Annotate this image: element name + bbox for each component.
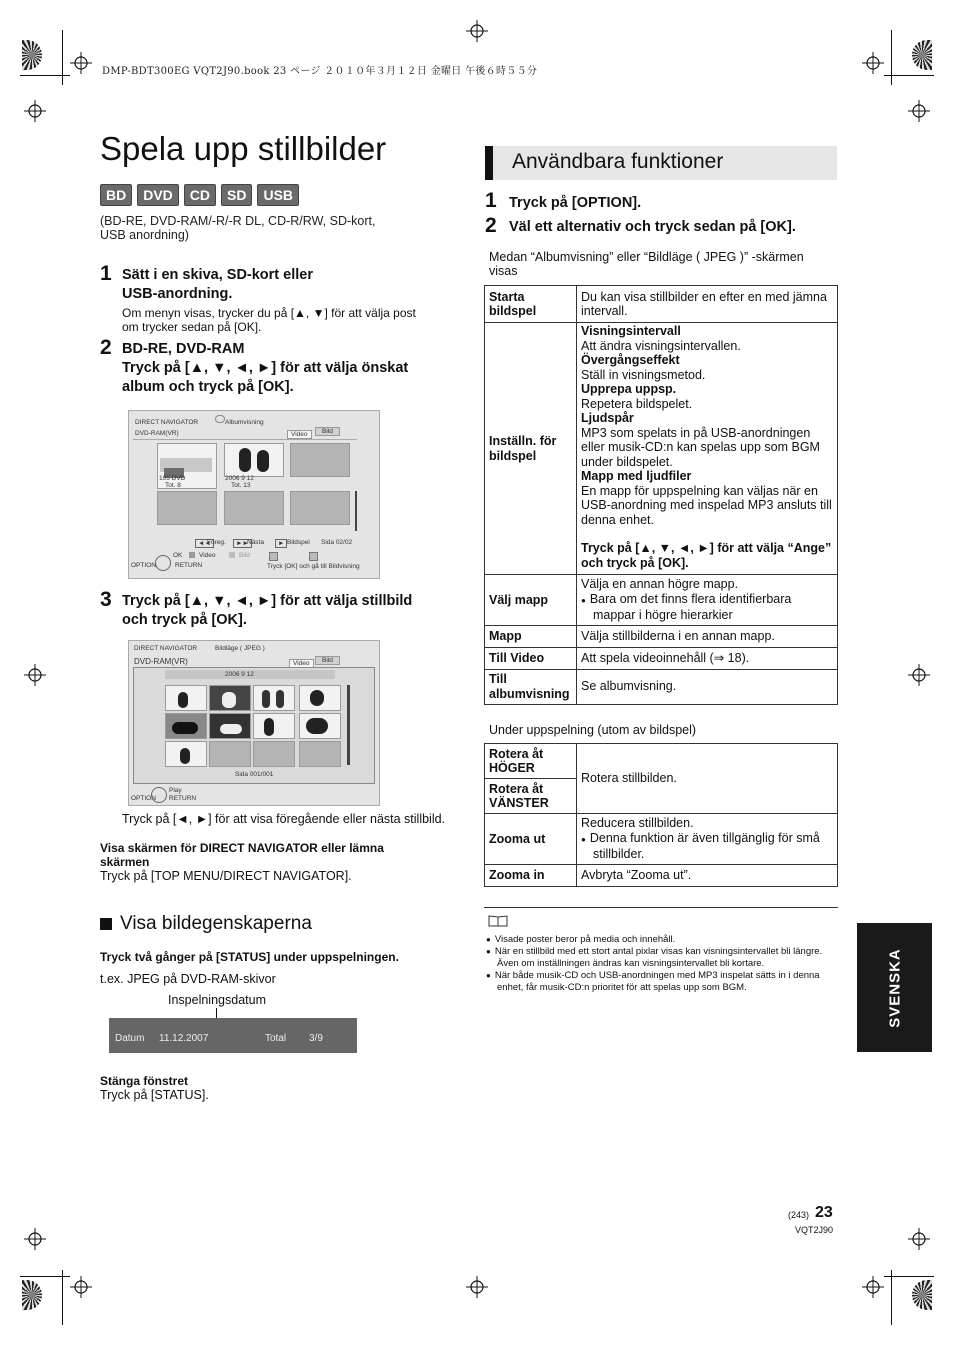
tab-video: Video bbox=[287, 430, 312, 439]
album-thumb-empty bbox=[224, 491, 284, 525]
page-title: Spela upp stillbilder bbox=[100, 130, 387, 167]
exit-note-body: Tryck på [TOP MENU/DIRECT NAVIGATOR]. bbox=[100, 869, 352, 883]
playback-table bbox=[484, 743, 838, 887]
badge-bd: BD bbox=[100, 184, 132, 206]
list-item: ● Visade poster beror på media och innehåll. bbox=[486, 934, 826, 946]
right-intro: Medan “Albumvisning” eller “Bildläge ( JPEG )” -skärmen visas bbox=[489, 250, 804, 278]
tab-bild: Bild bbox=[315, 427, 340, 436]
registration-mark-icon bbox=[466, 20, 488, 42]
step-3-text: Tryck på [▲, ▼, ◄, ►] för att välja stillbild och tryck på [OK]. bbox=[122, 593, 413, 628]
album-thumb-penguin bbox=[224, 443, 284, 477]
crop-mark bbox=[891, 1270, 892, 1325]
registration-mark-icon bbox=[908, 1228, 930, 1250]
registration-mark-icon bbox=[466, 1276, 488, 1298]
options-table bbox=[484, 285, 838, 705]
scrollbar bbox=[355, 491, 357, 531]
album-icon bbox=[215, 415, 225, 423]
step-1-sub: Om menyn visas, trycker du på [▲, ▼] för att välja post om trycker sedan på [OK]. bbox=[122, 306, 416, 334]
color-wheel-icon bbox=[912, 40, 932, 70]
color-wheel-icon bbox=[912, 1280, 932, 1310]
next-icon: ►► bbox=[233, 539, 252, 548]
media-badges bbox=[100, 184, 299, 206]
table-row: Till albumvisning Se albumvisning. bbox=[485, 669, 838, 704]
registration-mark-icon bbox=[24, 100, 46, 122]
step-number: 3 bbox=[100, 588, 112, 611]
color-wheel-icon bbox=[22, 40, 42, 70]
status-bar: Datum 11.12.2007 Total 3/9 bbox=[109, 1018, 357, 1053]
remote-button-icon bbox=[155, 555, 171, 571]
table-row: Rotera åt VÄNSTER bbox=[485, 779, 838, 814]
badge-dvd: DVD bbox=[137, 184, 179, 206]
crop-mark bbox=[62, 30, 63, 85]
registration-mark-icon bbox=[24, 1228, 46, 1250]
registration-mark-icon bbox=[70, 52, 92, 74]
section-square-icon bbox=[100, 918, 112, 930]
registration-mark-icon bbox=[24, 664, 46, 686]
remote-button-icon bbox=[151, 787, 167, 803]
props-callout: Inspelningsdatum bbox=[168, 993, 266, 1007]
registration-mark-icon bbox=[908, 664, 930, 686]
close-title: Stänga fönstret bbox=[100, 1074, 189, 1088]
close-body: Tryck på [STATUS]. bbox=[100, 1088, 209, 1102]
crop-mark bbox=[62, 1270, 63, 1325]
prev-icon: ◄◄ bbox=[195, 539, 214, 548]
page-number: 23 bbox=[815, 1204, 833, 1221]
table-row: Zooma in Avbryta “Zooma ut”. bbox=[485, 864, 838, 886]
crop-mark bbox=[884, 75, 934, 76]
screen-mode: Albumvisning bbox=[225, 419, 264, 426]
language-tab: SVENSKA bbox=[857, 923, 932, 1052]
right-step-2: Väl ett alternativ och tryck sedan på [OK]. bbox=[509, 219, 796, 235]
album-thumb-empty bbox=[157, 491, 217, 525]
step-number: 1 bbox=[100, 262, 112, 285]
footer-model: VQT2J90 bbox=[795, 1225, 834, 1235]
album-thumb-empty bbox=[290, 443, 350, 477]
section-heading: Användbara funktioner bbox=[485, 146, 837, 180]
notes-list bbox=[486, 934, 826, 994]
print-header: DMP-BDT300EG VQT2J90.book 23 ページ ２０１０年３月１２日 金曜日 午後６時５５分 bbox=[102, 66, 538, 77]
registration-mark-icon bbox=[70, 1276, 92, 1298]
album-thumb-empty bbox=[290, 491, 350, 525]
play-icon: ► bbox=[275, 539, 287, 548]
step-number: 2 bbox=[485, 214, 497, 237]
album-view-screenshot: DIRECT NAVIGATOR Albumvisning DVD-RAM(VR) Video Bild 105 DVD Tot. 8 2006 9 12 Tot. 13 ◄◄ Föreg. ►► Nästa ► Bildspel Sida 02/02 OK Video Bild OPTION RETURN Tryck [OK] och gå till Bildvisning bbox=[128, 410, 380, 579]
table-row: Inställn. för bildspel Visningsintervall Att ändra visningsintervallen. Övergångseffekt Ställ in visningsmetod. Upprepa uppsp. Repetera bildspelet. Ljudspår MP3 som spelats in på USB-anordningen eller musik-CD:n kan spelas upp som BGM under bildspelet. Mapp med ljudfiler En mapp för uppspelning kan väljas när en USB-anordning med inspelad MP3 ansluts till denna enhet. Tryck på [▲, ▼, ◄, ►] för att välja “Ange” och tryck på [OK]. bbox=[485, 323, 838, 575]
media-note: (BD-RE, DVD-RAM/-R/-R DL, CD-R/RW, SD-kort, USB anordning) bbox=[100, 214, 376, 242]
crop-mark bbox=[891, 30, 892, 85]
crop-mark bbox=[20, 1276, 70, 1277]
props-example: t.ex. JPEG på DVD-RAM-skivor bbox=[100, 972, 276, 986]
book-icon bbox=[488, 915, 508, 927]
list-item: ● När en stillbild med ett stort antal pixlar visas kan visningsintervallet bli längre. Även om inställningen ändras kan visningsintervallet bli kortare. bbox=[486, 946, 826, 970]
color-wheel-icon bbox=[22, 1280, 42, 1310]
table-row: Mapp Välja stillbilderna i en annan mapp. bbox=[485, 625, 838, 647]
badge-cd: CD bbox=[184, 184, 216, 206]
table-row: Starta bildspel Du kan visa stillbilder en efter en med jämna intervall. bbox=[485, 286, 838, 323]
badge-sd: SD bbox=[221, 184, 252, 206]
crop-mark bbox=[20, 75, 70, 76]
table-row: Rotera åt HÖGER Rotera stillbilden. bbox=[485, 744, 838, 779]
registration-mark-icon bbox=[862, 52, 884, 74]
table-row: Välj mapp Välja en annan högre mapp. ● Bara om det finns flera identifierbara mappar i högre hierarkier bbox=[485, 575, 838, 626]
badge-usb: USB bbox=[257, 184, 299, 206]
props-heading: Visa bildegenskaperna bbox=[120, 913, 312, 934]
screen-source: DVD-RAM(VR) bbox=[135, 430, 179, 437]
exit-note-title: Visa skärmen för DIRECT NAVIGATOR eller lämna skärmen bbox=[100, 841, 384, 869]
props-instruction: Tryck två gånger på [STATUS] under uppspelningen. bbox=[100, 950, 399, 964]
step-number: 2 bbox=[100, 336, 112, 359]
registration-mark-icon bbox=[862, 1276, 884, 1298]
footer-code: (243) bbox=[788, 1210, 810, 1220]
list-item: ● När både musik-CD och USB-anordningen med MP3 inspelat sätts in i denna enhet, får musik-CD:n prioritet för att spelas upp som BGM. bbox=[486, 970, 826, 994]
step-1-text: Sätt i en skiva, SD-kort eller USB-anordning. bbox=[122, 267, 313, 302]
step-3-sub: Tryck på [◄, ►] för att visa föregående eller nästa stillbild. bbox=[122, 812, 446, 826]
divider bbox=[484, 907, 838, 908]
registration-mark-icon bbox=[908, 100, 930, 122]
table-row: Till Video Att spela videoinnehåll (⇒ 18). bbox=[485, 647, 838, 669]
screen-header: DIRECT NAVIGATOR bbox=[135, 419, 199, 426]
step-number: 1 bbox=[485, 189, 497, 212]
during-playback-label: Under uppspelning (utom av bildspel) bbox=[489, 723, 697, 737]
table-row: Zooma ut Reducera stillbilden. ● Denna funktion är även tillgänglig för små stillbilder. bbox=[485, 814, 838, 865]
step-2-text: BD-RE, DVD-RAM Tryck på [▲, ▼, ◄, ►] för att välja önskat album och tryck på [OK]. bbox=[122, 341, 409, 395]
crop-mark bbox=[884, 1276, 934, 1277]
right-step-1: Tryck på [OPTION]. bbox=[509, 195, 642, 211]
scrollbar bbox=[347, 685, 350, 765]
picture-view-screenshot: DIRECT NAVIGATOR Bildläge ( JPEG ) DVD-RAM(VR) Video Bild 2006 9 12 Sida 001/001 OPTION Play RETURN bbox=[128, 640, 380, 806]
